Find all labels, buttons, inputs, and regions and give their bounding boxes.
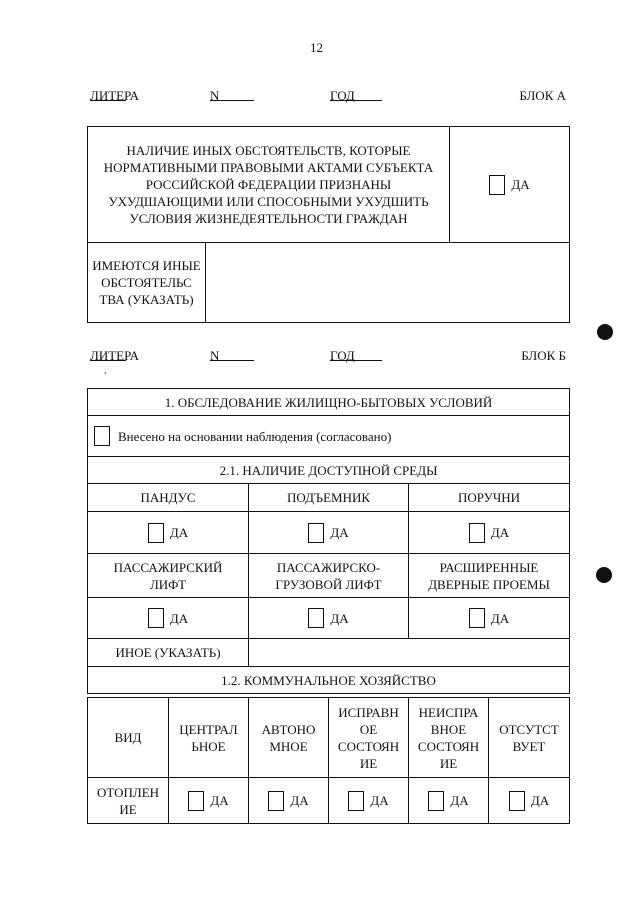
central-header: ЦЕНТРАЛ ЬНОЕ	[169, 698, 249, 778]
ramp-label: ПАНДУС	[88, 484, 249, 512]
type-header: ВИД	[88, 698, 169, 778]
other-specify-label: ИНОЕ (УКАЗАТЬ)	[88, 639, 249, 667]
section-1-title: 1. ОБСЛЕДОВАНИЕ ЖИЛИЩНО-БЫТОВЫХ УСЛОВИЙ	[88, 389, 570, 416]
block-b-table	[87, 388, 570, 694]
autonomous-header: АВТОНО МНОЕ	[249, 698, 329, 778]
checkbox[interactable]	[469, 608, 485, 628]
other-specify-input[interactable]	[249, 639, 570, 667]
checkbox[interactable]	[308, 608, 324, 628]
wide-doors-yes: ДА	[409, 598, 570, 639]
heating-absent-yes: ДА	[489, 778, 570, 824]
working-header: ИСПРАВН ОЕ СОСТОЯН ИЕ	[329, 698, 409, 778]
absent-header: ОТСУТСТ ВУЕТ	[489, 698, 570, 778]
lift-label: ПОДЪЕМНИК	[249, 484, 409, 512]
other-specify-input[interactable]	[206, 243, 570, 323]
freight-elevator-yes: ДА	[249, 598, 409, 639]
wide-doors-label: РАСШИРЕННЫЕ ДВЕРНЫЕ ПРОЕМЫ	[409, 554, 570, 598]
heating-central-yes: ДА	[169, 778, 249, 824]
checkbox[interactable]	[428, 791, 444, 811]
block-label: БЛОК Б	[521, 348, 566, 363]
checkbox[interactable]	[148, 608, 164, 628]
number-blank[interactable]	[210, 348, 254, 361]
litera-blank[interactable]	[90, 88, 126, 101]
section-1-2-title: 1.2. КОММУНАЛЬНОЕ ХОЗЯЙСТВО	[88, 667, 570, 694]
faulty-header: НЕИСПРА ВНОЕ СОСТОЯН ИЕ	[409, 698, 489, 778]
handrails-yes: ДА	[409, 512, 570, 554]
freight-elevator-label: ПАССАЖИРСКО- ГРУЗОВОЙ ЛИФТ	[249, 554, 409, 598]
year-blank[interactable]	[330, 348, 382, 361]
litera-blank[interactable]	[90, 348, 126, 361]
other-conditions-yes: ДА	[450, 127, 570, 243]
heating-working-yes: ДА	[329, 778, 409, 824]
passenger-elevator-yes: ДА	[88, 598, 249, 639]
checkbox[interactable]	[188, 791, 204, 811]
block-a-header: ЛИТЕРА N ГОД БЛОК А	[90, 88, 566, 103]
stray-mark: ,	[104, 365, 107, 376]
year-blank[interactable]	[330, 88, 382, 101]
number-blank[interactable]	[210, 88, 254, 101]
block-b-header: ЛИТЕРА N ГОД БЛОК Б	[90, 348, 566, 363]
checkbox[interactable]	[148, 523, 164, 543]
ramp-yes: ДА	[88, 512, 249, 554]
checkbox[interactable]	[348, 791, 364, 811]
other-conditions-label: НАЛИЧИЕ ИНЫХ ОБСТОЯТЕЛЬСТВ, КОТОРЫЕ НОРМАТИВНЫМИ ПРАВОВЫМИ АКТАМИ СУБЪЕКТА РОССИЙСКОЙ ФЕДЕРАЦИИ ПРИЗНАНЫ УХУДШАЮЩИМИ ИЛИ СПОСОБНЫМИ УХУДШИТЬ УСЛОВИЯ ЖИЗНЕДЕЯТЕЛЬНОСТИ ГРАЖДАН	[88, 127, 450, 243]
utilities-table	[87, 697, 570, 824]
section-2-1-title: 2.1. НАЛИЧИЕ ДОСТУПНОЙ СРЕДЫ	[88, 457, 570, 484]
observation-note: Внесено на основании наблюдения (согласовано)	[118, 428, 392, 444]
page-number: 12	[310, 40, 323, 55]
checkbox[interactable]	[469, 523, 485, 543]
checkbox[interactable]	[94, 426, 110, 446]
lift-yes: ДА	[249, 512, 409, 554]
handrails-label: ПОРУЧНИ	[409, 484, 570, 512]
checkbox[interactable]	[308, 523, 324, 543]
passenger-elevator-label: ПАССАЖИРСКИЙ ЛИФТ	[88, 554, 249, 598]
observation-row	[88, 416, 570, 457]
heating-autonomous-yes: ДА	[249, 778, 329, 824]
block-label: БЛОК А	[519, 88, 566, 103]
heating-faulty-yes: ДА	[409, 778, 489, 824]
punch-hole	[597, 324, 613, 340]
checkbox[interactable]	[268, 791, 284, 811]
other-specify-label: ИМЕЮТСЯ ИНЫЕ ОБСТОЯТЕЛЬС ТВА (УКАЗАТЬ)	[88, 243, 206, 323]
block-a-table	[87, 126, 570, 323]
checkbox[interactable]	[509, 791, 525, 811]
punch-hole	[596, 567, 612, 583]
heating-label: ОТОПЛЕН ИЕ	[88, 778, 169, 824]
checkbox[interactable]	[489, 175, 505, 195]
